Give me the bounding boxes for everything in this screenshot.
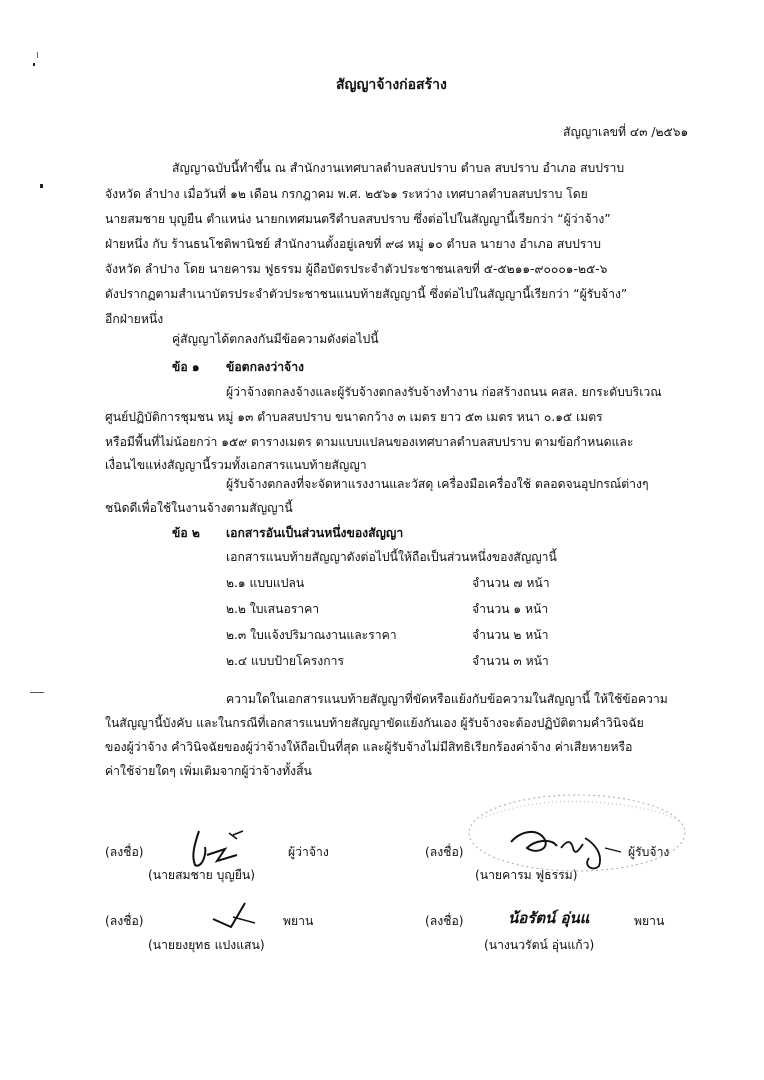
attachment-item-label: ๒.๔ แบบป้ายโครงการ xyxy=(226,654,345,668)
margin-dash xyxy=(30,692,44,693)
employer-signature xyxy=(185,825,255,870)
document-title: สัญญาจ้างก่อสร้าง xyxy=(336,77,447,93)
intro-line-5: จังหวัด ลำปาง โดย นายคารม ฟูธรรม ผู้ถือบัตรประจำตัวประชาชนเลขที่ ๕-๕๒๑๑-๙๐๐๐๑-๒๕-๖ xyxy=(105,262,608,276)
margin-speck xyxy=(40,184,43,188)
clause-1-number: ข้อ ๑ xyxy=(172,360,200,374)
clause-1-line-6: ชนิดดีเพื่อใช้ในงานจ้างตามสัญญานี้ xyxy=(105,501,293,515)
margin-speck xyxy=(33,63,35,66)
witness-1-name: (นายยงยุทธ แปงแสน) xyxy=(148,938,265,952)
closing-line-1: ความใดในเอกสารแนบท้ายสัญญาที่ขัดหรือแย้งกับข้อความในสัญญานี้ ให้ใช้ข้อความ xyxy=(226,692,668,706)
agreement-line: คู่สัญญาได้ตกลงกันมีข้อความดังต่อไปนี้ xyxy=(172,332,379,346)
attachment-item-count: จำนวน ๑ หน้า xyxy=(472,602,549,616)
attachment-item-label: ๒.๑ แบบแปลน xyxy=(226,576,305,590)
witness-2-role: พยาน xyxy=(634,914,665,928)
clause-1-line-5: ผู้รับจ้างตกลงที่จะจัดหาแรงงานและวัสดุ เครื่องมือเครื่องใช้ ตลอดจนอุปกรณ์ต่างๆ xyxy=(226,477,649,491)
attachment-item-label: ๒.๓ ใบแจ้งปริมาณงานและราคา xyxy=(226,628,397,642)
intro-line-4: ฝ่ายหนึ่ง กับ ร้านธนโชติพานิชย์ สำนักงานตั้งอยู่เลขที่ ๙๘ หมู่ ๑๐ ตำบล นายาง อำเภอ สบปราบ xyxy=(105,237,601,251)
contractor-sign-label: (ลงชื่อ) xyxy=(425,845,464,859)
attachment-item-count: จำนวน ๒ หน้า xyxy=(472,628,549,642)
intro-line-3: นายสมชาย บุญยืน ตำแหน่ง นายกเทศมนตรีตำบลสบปราบ ซึ่งต่อไปในสัญญานี้เรียกว่า “ผู้ว่าจ้าง” xyxy=(105,212,611,226)
witness-1-role: พยาน xyxy=(283,914,314,928)
closing-line-2: ในสัญญานี้บังคับ และในกรณีที่เอกสารแนบท้ายสัญญาขัดแย้งกันเอง ผู้รับจ้างจะต้องปฏิบัติตามคำวินิจฉัย xyxy=(105,716,644,730)
attachment-item-count: จำนวน ๓ หน้า xyxy=(472,654,549,668)
closing-line-3: ของผู้ว่าจ้าง คำวินิจฉัยของผู้ว่าจ้างให้ถือเป็นที่สุด และผู้รับจ้างไม่มีสิทธิเรียกร้องค่าจ้าง ค่าเสียหายหรือ xyxy=(105,740,633,754)
contractor-name: (นายคารม ฟูธรรม) xyxy=(475,868,578,882)
clause-2-number: ข้อ ๒ xyxy=(172,526,200,540)
contractor-role: ผู้รับจ้าง xyxy=(628,845,670,859)
intro-line-1: สัญญาฉบับนี้ทำขึ้น ณ สำนักงานเทศบาลตำบลสบปราบ ตำบล สบปราบ อำเภอ สบปราบ xyxy=(172,161,625,175)
clause-2-title: เอกสารอันเป็นส่วนหนึ่งของสัญญา xyxy=(226,526,404,540)
clause-2-intro: เอกสารแนบท้ายสัญญาดังต่อไปนี้ให้ถือเป็นส่วนหนึ่งของสัญญานี้ xyxy=(226,550,557,564)
employer-role: ผู้ว่าจ้าง xyxy=(288,845,329,859)
witness-2-sign-label: (ลงชื่อ) xyxy=(425,914,464,928)
contract-number: สัญญาเลขที่ ๔๓ /๒๕๖๑ xyxy=(563,125,689,139)
intro-line-7: อีกฝ่ายหนึ่ง xyxy=(105,312,164,326)
witness-1-sign-label: (ลงชื่อ) xyxy=(105,914,144,928)
clause-1-line-2: ศูนย์ปฏิบัติการชุมชน หมู่ ๑๓ ตำบลสบปราบ ขนาดกว้าง ๓ เมตร ยาว ๕๓ เมตร หนา ๐.๑๕ เมตร xyxy=(105,410,603,424)
clause-1-title: ข้อตกลงว่าจ้าง xyxy=(226,360,304,374)
intro-line-2: จังหวัด ลำปาง เมื่อวันที่ ๑๒ เดือน กรกฎาคม พ.ศ. ๒๕๖๑ ระหว่าง เทศบาลตำบลสบปราบ โดย xyxy=(105,187,588,201)
witness-1-signature xyxy=(205,895,265,935)
clause-1-line-1: ผู้ว่าจ้างตกลงจ้างและผู้รับจ้างตกลงรับจ้างทำงาน ก่อสร้างถนน คสล. ยกระดับบริเวณ xyxy=(226,385,662,399)
intro-line-6: ดังปรากฏตามสำเนาบัตรประจำตัวประชาชนแนบท้ายสัญญานี้ ซึ่งต่อไปในสัญญานี้เรียกว่า “ผู้รับจ้าง” xyxy=(105,287,628,301)
closing-line-4: ค่าใช้จ่ายใดๆ เพิ่มเติมจากผู้ว่าจ้างทั้งสิ้น xyxy=(105,764,312,778)
clause-1-line-4: เงื่อนไขแห่งสัญญานี้รวมทั้งเอกสารแนบท้ายสัญญา xyxy=(105,458,367,472)
attachment-item-label: ๒.๒ ใบเสนอราคา xyxy=(226,602,320,616)
margin-speck xyxy=(37,52,38,58)
attachment-item-count: จำนวน ๗ หน้า xyxy=(472,576,550,590)
witness-2-name: (นางนวรัตน์ อุ่นแก้ว) xyxy=(484,938,595,952)
witness-2-handwritten-signature: น้อรัตน์ อุ่นแ xyxy=(508,909,590,927)
clause-1-line-3: หรือมีพื้นที่ไม่น้อยกว่า ๑๕๙ ตารางเมตร ตามแบบแปลนของเทศบาลตำบลสบปราบ ตามข้อกำหนดและ xyxy=(105,435,634,449)
employer-sign-label: (ลงชื่อ) xyxy=(105,845,144,859)
employer-name: (นายสมชาย บุญยืน) xyxy=(148,868,256,882)
